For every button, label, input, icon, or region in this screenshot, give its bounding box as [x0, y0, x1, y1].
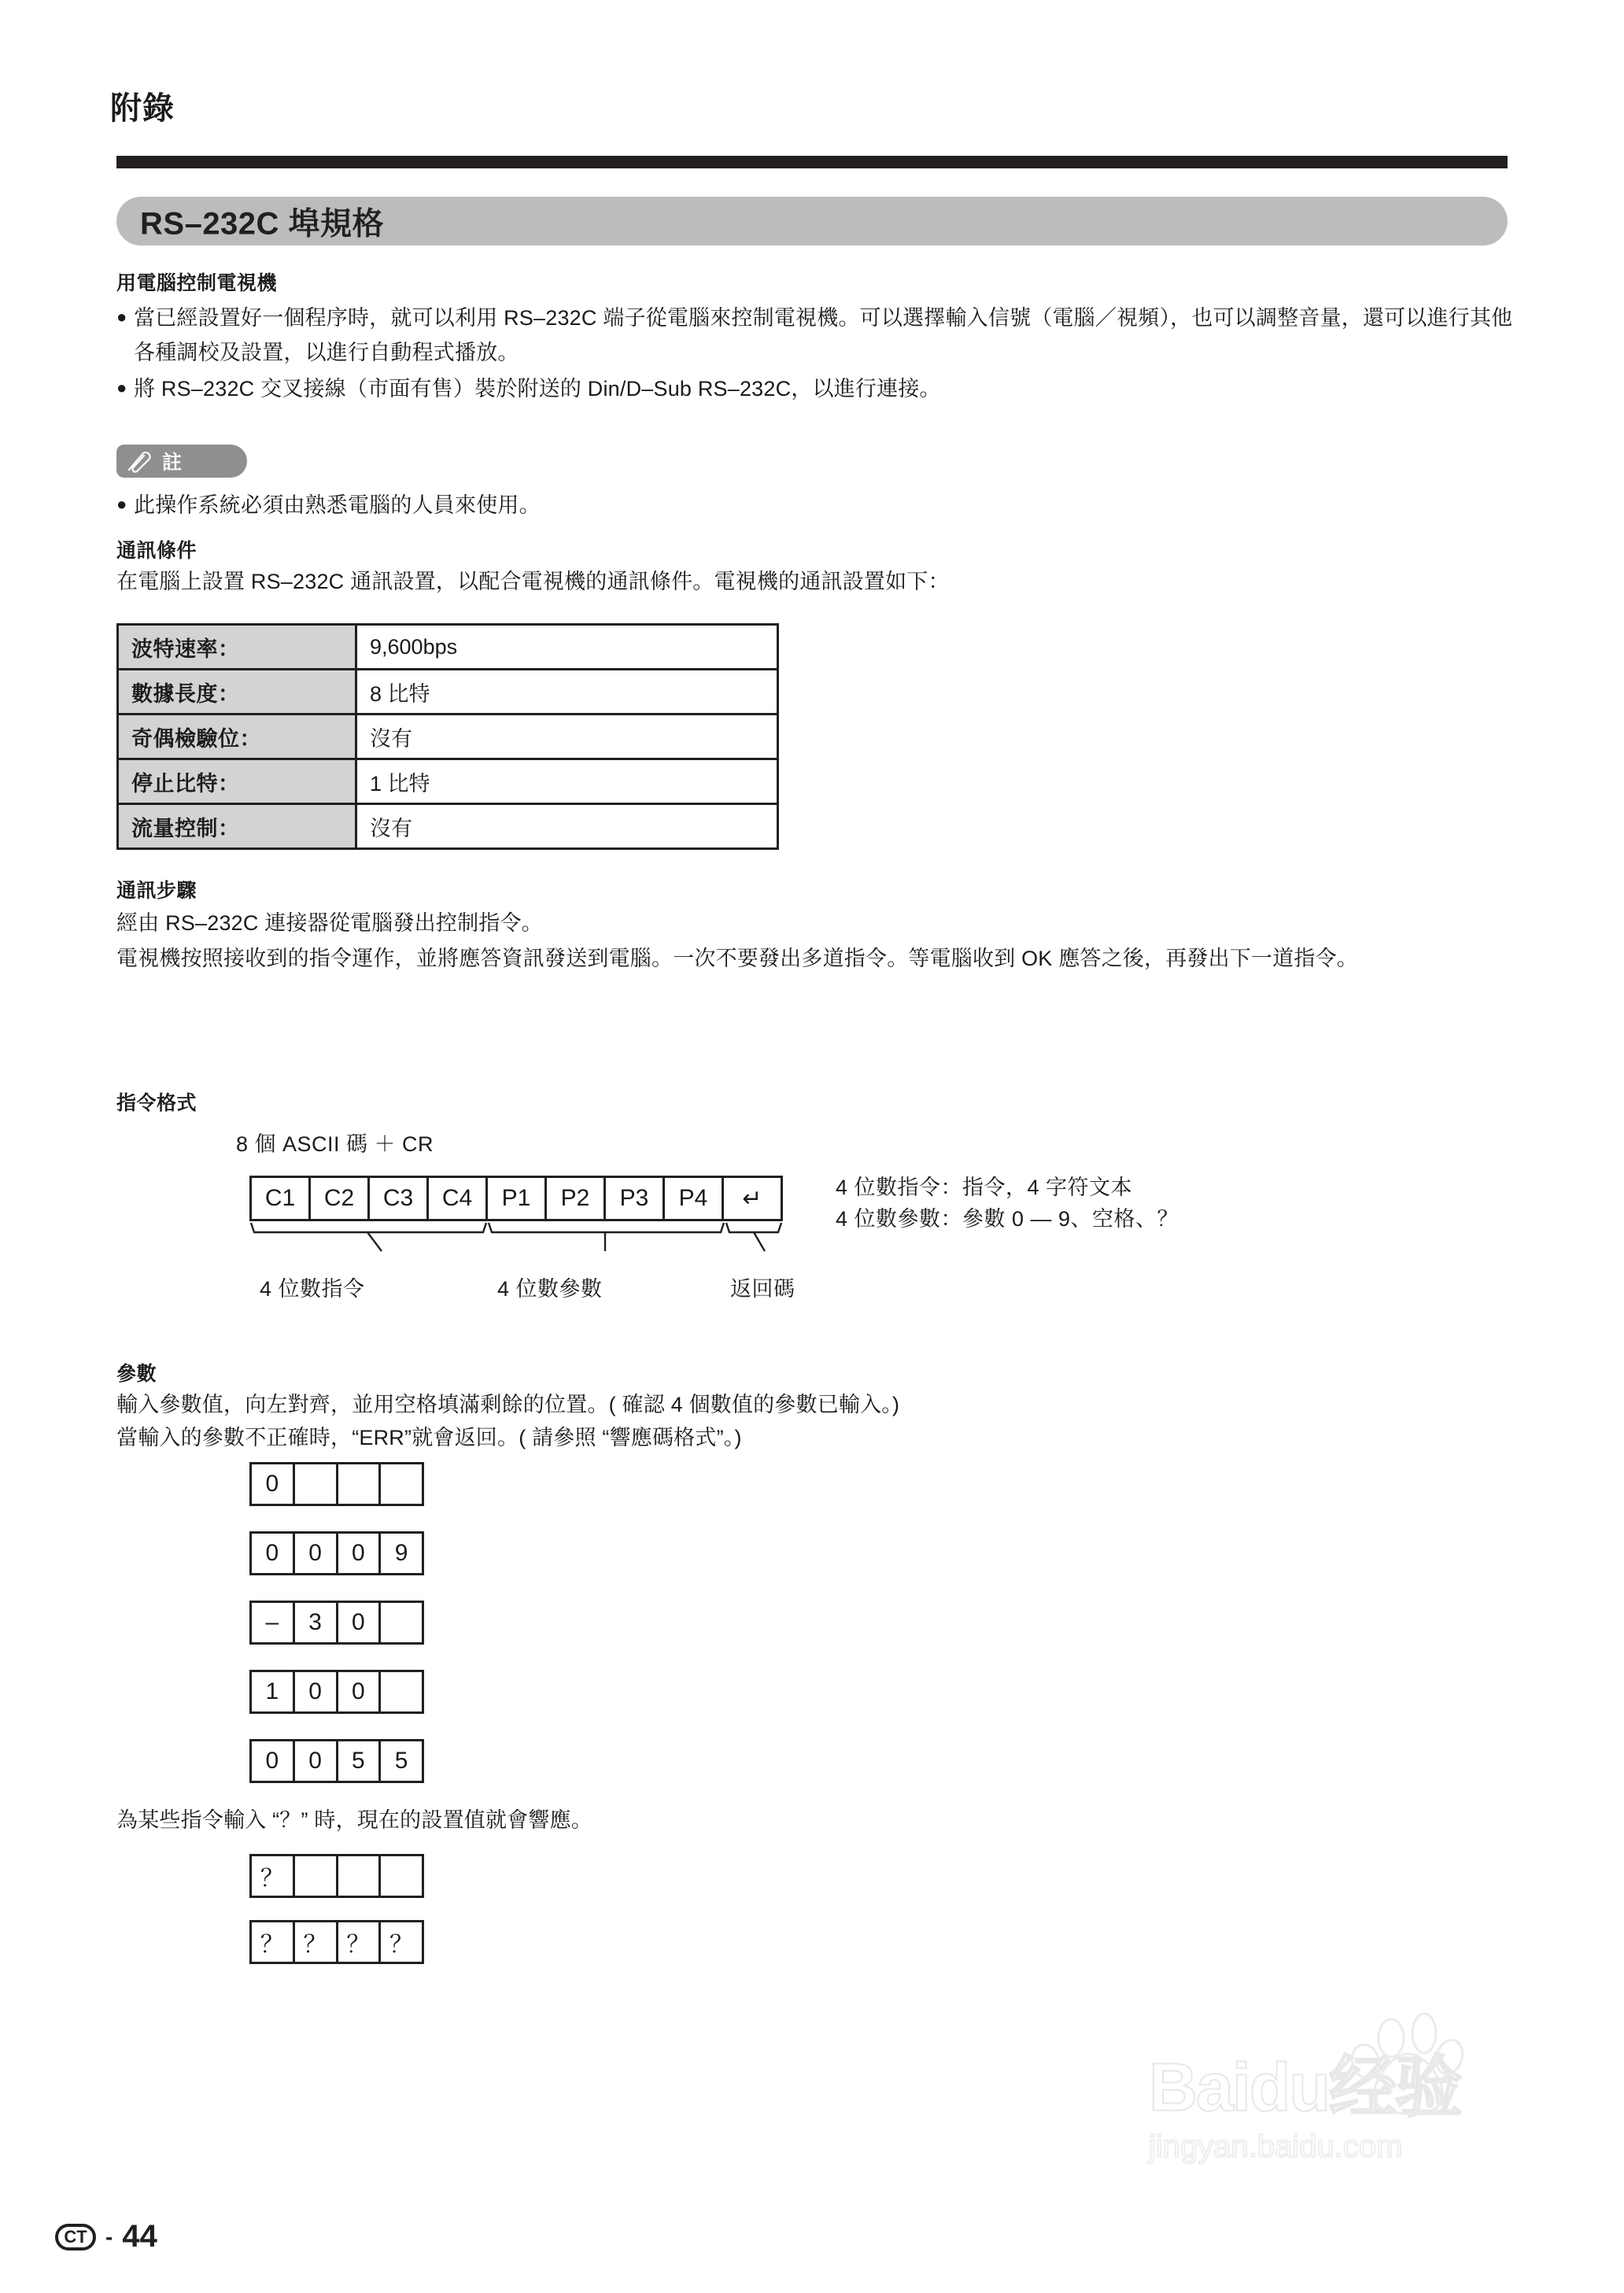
brace-label-command: 4 位數指令 [260, 1277, 365, 1301]
query-cell [295, 1856, 338, 1896]
query-cell [381, 1856, 422, 1896]
parameter-cell: 0 [295, 1534, 338, 1573]
frame-cell: P3 [606, 1178, 665, 1219]
comm-conditions-intro: 在電腦上設置 RS–232C 通訊設置，以配合電視機的通訊條件。電視機的通訊設置如下： [116, 570, 950, 593]
parameter-cell: 1 [252, 1672, 295, 1711]
frame-cell: C1 [252, 1178, 311, 1219]
ascii-note: 8 個 ASCII 碼 ＋ CR [236, 1132, 434, 1156]
baidu-paw-icon [1345, 2008, 1479, 2118]
parameter-cell: 0 [252, 1464, 295, 1504]
table-row [118, 804, 778, 849]
parameter-example-row [249, 1531, 424, 1575]
brace-label-return-code: 返回碼 [730, 1277, 795, 1301]
baidu-watermark [1149, 2050, 1558, 2165]
frame-cell: P4 [665, 1178, 724, 1219]
page-number: 44 [122, 2219, 157, 2254]
parameter-cell: 5 [338, 1741, 382, 1781]
table-cell-key: 波特速率： [118, 625, 356, 670]
table-row [118, 625, 778, 670]
section-title: RS–232C 埠規格 [140, 206, 385, 242]
bullet-dot: ● [116, 378, 127, 397]
note-badge [116, 445, 247, 478]
query-cell: ？ [338, 1922, 382, 1962]
comm-conditions-heading: 通訊條件 [116, 540, 197, 562]
parameter-example-row [249, 1462, 424, 1506]
query-cell: ？ [295, 1922, 338, 1962]
page-footer [55, 2219, 157, 2254]
paperclip-icon [126, 449, 153, 473]
parameter-cell: 0 [295, 1672, 338, 1711]
query-cell: ？ [252, 1856, 295, 1896]
table-cell-key: 數據長度： [118, 670, 356, 714]
frame-cell: P1 [488, 1178, 547, 1219]
table-row [118, 670, 778, 714]
parameters-heading: 參數 [116, 1363, 157, 1385]
parameter-cell: 0 [338, 1603, 382, 1642]
note-bullet-1: 此操作系統必須由熟悉電腦的人員來使用。 [134, 493, 541, 517]
frame-cell: C2 [311, 1178, 370, 1219]
command-frame-cells [249, 1176, 783, 1221]
parameters-line-1: 輸入參數值，向左對齊，並用空格填滿剩餘的位置。( 確認 4 個數值的參數已輸入。) [116, 1393, 900, 1416]
parameter-cell: 9 [394, 1540, 408, 1566]
bullet-dot: ● [116, 307, 127, 327]
watermark-sub-text: jingyan.baidu.com [1149, 2129, 1403, 2164]
parameter-cell: – [252, 1603, 295, 1642]
table-cell-value: 沒有 [356, 714, 778, 759]
list-item [116, 301, 1525, 370]
table-row [118, 714, 778, 759]
parameter-cell: 0 [252, 1741, 295, 1781]
parameter-cell [381, 1603, 422, 1642]
table-cell-key: 停止比特： [118, 759, 356, 804]
table-cell-key: 奇偶檢驗位： [118, 714, 356, 759]
chapter-title: 附錄 [110, 91, 175, 126]
footer-separator: - [105, 2224, 113, 2249]
side-note-command: 4 位數指令：指令，4 字符文本 [836, 1176, 1133, 1199]
query-example-row [249, 1920, 424, 1964]
bullet-dot: ● [116, 494, 127, 514]
query-example-row [249, 1854, 424, 1898]
parameter-cell [295, 1464, 338, 1504]
list-item [116, 488, 1218, 522]
table-cell-value: 9,600bps [356, 625, 778, 670]
command-format-heading: 指令格式 [116, 1092, 197, 1114]
parameter-cell [381, 1464, 422, 1504]
pc-control-heading: 用電腦控制電視機 [116, 272, 278, 294]
brace-label-parameter: 4 位數參數 [497, 1277, 603, 1301]
comm-procedure-heading: 通訊步驟 [116, 880, 197, 902]
parameter-cell [338, 1464, 382, 1504]
watermark-main-text: Baidu经验 [1149, 2050, 1461, 2125]
section-header-bar [116, 197, 1508, 246]
comm-procedure-line-2: 電視機按照接收到的指令運作，並將應答資訊發送到電腦。一次不要發出多道指令。等電腦收到 OK 應答之後，再發出下一道指令。 [116, 947, 1359, 970]
parameter-cell [381, 1672, 422, 1711]
table-cell-value: 1 比特 [356, 759, 778, 804]
query-cell: ？ [252, 1922, 295, 1962]
frame-cell: P2 [547, 1178, 606, 1219]
comm-procedure-line-1: 經由 RS–232C 連接器從電腦發出控制指令。 [116, 911, 543, 935]
query-cell: ？ [389, 1932, 414, 1958]
parameter-example-row [249, 1739, 424, 1783]
parameter-example-row [249, 1601, 424, 1645]
list-item [116, 371, 1525, 406]
query-cell [338, 1856, 382, 1896]
frame-cell: C3 [370, 1178, 429, 1219]
comm-settings-table [116, 623, 779, 850]
command-frame-braces [249, 1221, 792, 1267]
table-cell-value: 8 比特 [356, 670, 778, 714]
pc-control-bullet-1: 當已經設置好一個程序時，就可以利用 RS–232C 端子從電腦來控制電視機。可以選擇輸入信號（電腦／視頻），也可以調整音量，還可以進行其他各種調校及設置，以進行自動程式播放。 [134, 306, 1513, 364]
parameter-cell: 5 [394, 1748, 408, 1774]
table-cell-key: 流量控制： [118, 804, 356, 849]
command-format-side-notes [836, 1172, 1179, 1235]
parameter-cell: 3 [295, 1603, 338, 1642]
pc-control-bullet-2: 將 RS–232C 交叉接線（市面有售）裝於附送的 Din/D–Sub RS–232C，以進行連接。 [134, 377, 941, 401]
table-cell-value: 沒有 [356, 804, 778, 849]
note-label: 註 [162, 452, 183, 474]
parameter-example-row [249, 1670, 424, 1714]
parameters-line-2: 當輸入的參數不正確時，“ERR”就會返回。( 請參照 “響應碼格式”。) [116, 1426, 742, 1449]
query-note: 為某些指令輸入 “？” 時，現在的設置值就會響應。 [116, 1808, 592, 1832]
carriage-return-icon: ↵ [742, 1185, 762, 1212]
parameter-cell: 0 [252, 1534, 295, 1573]
region-mark: CT [55, 2224, 96, 2251]
side-note-parameter: 4 位數參數：參數 0 — 9、空格、？ [836, 1207, 1179, 1231]
header-rule [116, 156, 1508, 168]
parameter-cell: 0 [295, 1741, 338, 1781]
parameter-cell: 0 [338, 1672, 382, 1711]
parameter-cell: 0 [338, 1534, 382, 1573]
table-row [118, 759, 778, 804]
frame-cell: C4 [429, 1178, 488, 1219]
